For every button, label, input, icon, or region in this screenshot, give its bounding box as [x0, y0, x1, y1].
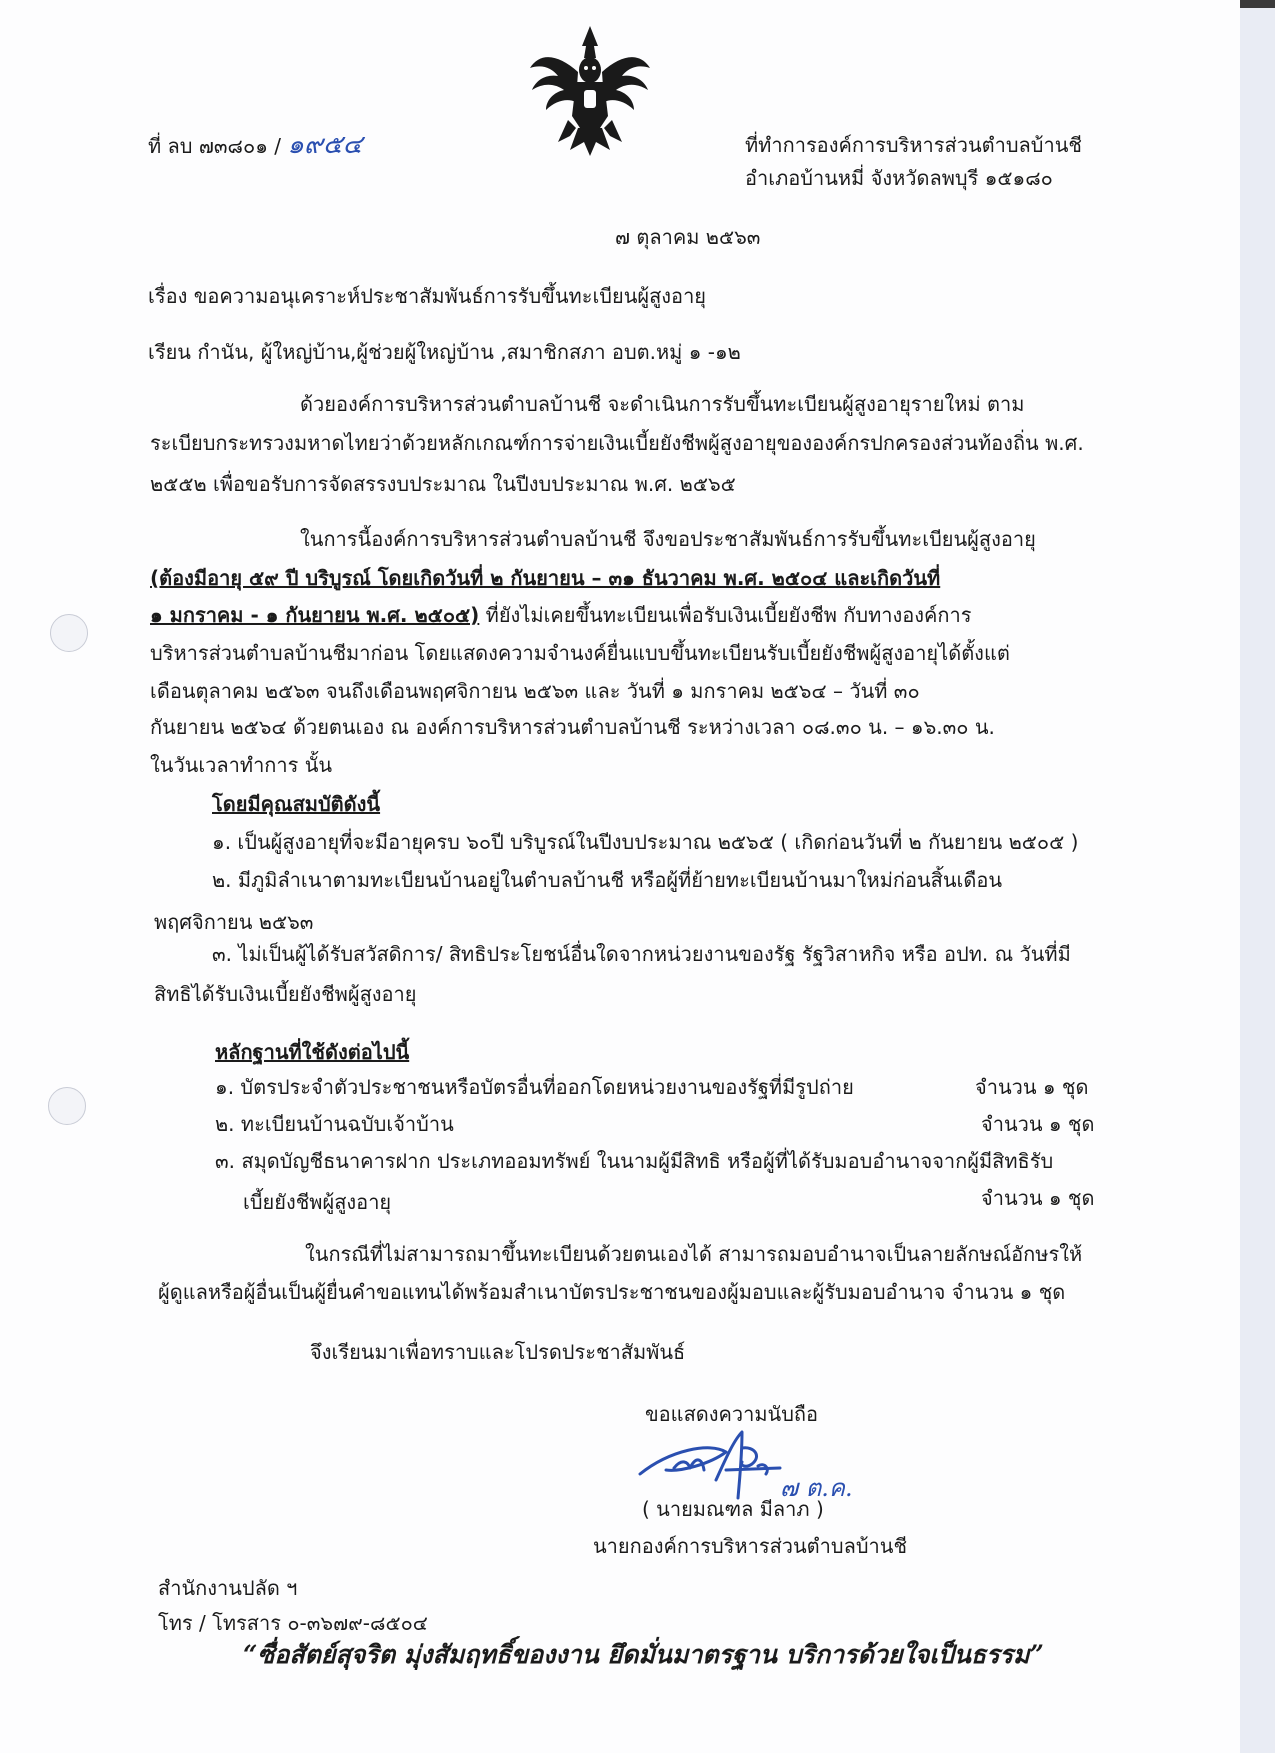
para2-line3-rest: ที่ยังไม่เคยขึ้นทะเบียนเพื่อรับเงินเบี้ยยังชีพ กับทางองค์การ — [479, 603, 972, 627]
signatory-name: ( นายมณฑล มีลาภ ) — [642, 1497, 824, 1521]
evidence-heading: หลักฐานที่ใช้ดังต่อไปนี้ — [215, 1040, 410, 1064]
evidence-item-3-cont: เบี้ยยังชีพผู้สูงอายุ — [243, 1190, 392, 1214]
para1-line3: ๒๕๕๒ เพื่อขอรับการจัดสรรงบประมาณ ในปีงบประมาณ พ.ศ. ๒๕๖๕ — [150, 472, 736, 496]
evidence-item-3-qty: จำนวน ๑ ชุด — [981, 1186, 1095, 1210]
qualification-item-3: ๓. ไม่เป็นผู้ได้รับสวัสดิการ/ สิทธิประโยชน์อื่นใดจากหน่วยงานของรัฐ รัฐวิสาหกิจ หรือ อปท. ณ วันที่มี — [212, 942, 1071, 966]
closing-line: จึงเรียนมาเพื่อทราบและโปรดประชาสัมพันธ์ — [310, 1340, 686, 1364]
department-name: สำนักงานปลัด ฯ — [158, 1576, 298, 1600]
qualification-item-2-cont: พฤศจิกายน ๒๕๖๓ — [154, 910, 314, 934]
office-address-line1: ที่ทำการองค์การบริหารส่วนตำบลบ้านชี — [745, 133, 1082, 157]
qualification-item-2: ๒. มีภูมิลำเนาตามทะเบียนบ้านอยู่ในตำบลบ้านชี หรือผู้ที่ย้ายทะเบียนบ้านมาใหม่ก่อนสิ้นเดือน — [212, 868, 1003, 892]
scan-edge-strip — [1240, 0, 1275, 8]
para3-line2: ผู้ดูแลหรือผู้อื่นเป็นผู้ยื่นคำขอแทนได้พร้อมสำเนาบัตรประชาชนของผู้มอบและผู้รับมอบอำนาจ จำนวน ๑ ชุด — [158, 1280, 1066, 1304]
office-address-line2: อำเภอบ้านหมี่ จังหวัดลพบุรี ๑๕๑๘๐ — [745, 166, 1053, 190]
evidence-item-2-qty: จำนวน ๑ ชุด — [981, 1112, 1095, 1136]
evidence-item-1-qty: จำนวน ๑ ชุด — [975, 1075, 1089, 1099]
para2-line5: เดือนตุลาคม ๒๕๖๓ จนถึงเดือนพฤศจิกายน ๒๕๖๓ และ วันที่ ๑ มกราคม ๒๕๖๔ – วันที่ ๓๐ — [150, 679, 920, 703]
evidence-item-2: ๒. ทะเบียนบ้านฉบับเจ้าบ้าน — [215, 1112, 454, 1136]
para2-line6: กันยายน ๒๕๖๔ ด้วยตนเอง ณ องค์การบริหารส่วนตำบลบ้านชี ระหว่างเวลา ๐๘.๓๐ น. – ๑๖.๓๐ น. — [150, 715, 995, 739]
para3-line1: ในกรณีที่ไม่สามารถมาขึ้นทะเบียนด้วยตนเองได้ สามารถมอบอำนาจเป็นลายลักษณ์อักษรให้ — [305, 1242, 1083, 1266]
recipient-line: เรียน กำนัน, ผู้ใหญ่บ้าน,ผู้ช่วยผู้ใหญ่บ้าน ,สมาชิกสภา อบต.หมู่ ๑ -๑๒ — [148, 340, 741, 364]
regards-text: ขอแสดงความนับถือ — [645, 1402, 819, 1426]
qualification-item-3-cont: สิทธิได้รับเงินเบี้ยยังชีพผู้สูงอายุ — [154, 982, 417, 1006]
binder-hole — [50, 614, 88, 652]
binder-hole — [48, 1087, 86, 1125]
organization-motto: “ซื่อสัตย์สุจริต มุ่งสัมฤทธิ์ของงาน ยึดมั่นมาตรฐาน บริการด้วยใจเป็นธรรม” — [243, 1640, 1044, 1669]
garuda-emblem — [528, 24, 652, 156]
para2-line4: บริหารส่วนตำบลบ้านชีมาก่อน โดยแสดงความจำนงค์ยื่นแบบขึ้นทะเบียนรับเบี้ยยังชีพผู้สูงอายุได้ตั้งแต่ — [150, 641, 1010, 665]
qualification-item-1: ๑. เป็นผู้สูงอายุที่จะมีอายุครบ ๖๐ปี บริบูรณ์ในปีงบประมาณ ๒๕๖๕ ( เกิดก่อนวันที่ ๒ กันยายน ๒๕๐๕ ) — [212, 830, 1079, 854]
para2-line3-bold: ๑ มกราคม - ๑ กันยายน พ.ศ. ๒๕๐๕) — [150, 603, 480, 627]
para2-line7: ในวันเวลาทำการ นั้น — [150, 753, 333, 777]
evidence-item-3: ๓. สมุดบัญชีธนาคารฝาก ประเภทออมทรัพย์ ในนามผู้มีสิทธิ หรือผู้ที่ได้รับมอบอำนาจจากผู้มีสิทธิรับ — [215, 1149, 1054, 1173]
subject-line: เรื่อง ขอความอนุเคราะห์ประชาสัมพันธ์การรับขึ้นทะเบียนผู้สูงอายุ — [148, 284, 707, 308]
para2-line3 — [150, 603, 972, 627]
para2-eligibility-dates: (ต้องมีอายุ ๕๙ ปี บริบูรณ์ โดยเกิดวันที่ ๒ กันยายน – ๓๑ ธันวาคม พ.ศ. ๒๕๐๔ และเกิดวันที่ — [150, 566, 941, 590]
signatory-title: นายกองค์การบริหารส่วนตำบลบ้านชี — [593, 1534, 908, 1558]
scan-margin — [1240, 0, 1275, 1753]
para2-line1: ในการนี้องค์การบริหารส่วนตำบลบ้านชี จึงขอประชาสัมพันธ์การรับขึ้นทะเบียนผู้สูงอายุ — [300, 527, 1036, 551]
reference-number — [148, 130, 363, 160]
reference-number-handwritten: ๑๙๕๔ — [287, 130, 363, 160]
contact-phone: โทร / โทรสาร ๐-๓๖๗๙-๘๕๐๔ — [158, 1611, 428, 1635]
para1-line1: ด้วยองค์การบริหารส่วนตำบลบ้านชี จะดำเนินการรับขึ้นทะเบียนผู้สูงอายุรายใหม่ ตาม — [300, 392, 1025, 416]
letter-date: ๗ ตุลาคม ๒๕๖๓ — [615, 225, 761, 249]
handwritten-date: ๗ ต.ค. — [780, 1474, 853, 1502]
para1-line2: ระเบียบกระทรวงมหาดไทยว่าด้วยหลักเกณฑ์การจ่ายเงินเบี้ยยังชีพผู้สูงอายุขององค์กรปกครองส่วนท้องถิ่น พ.ศ. — [150, 431, 1084, 455]
qualifications-heading: โดยมีคุณสมบัติดังนี้ — [212, 792, 381, 816]
evidence-item-1: ๑. บัตรประจำตัวประชาชนหรือบัตรอื่นที่ออกโดยหน่วยงานของรัฐที่มีรูปถ่าย — [215, 1075, 854, 1099]
reference-number-printed: ที่ ลบ ๗๓๘๐๑ / — [148, 134, 288, 158]
